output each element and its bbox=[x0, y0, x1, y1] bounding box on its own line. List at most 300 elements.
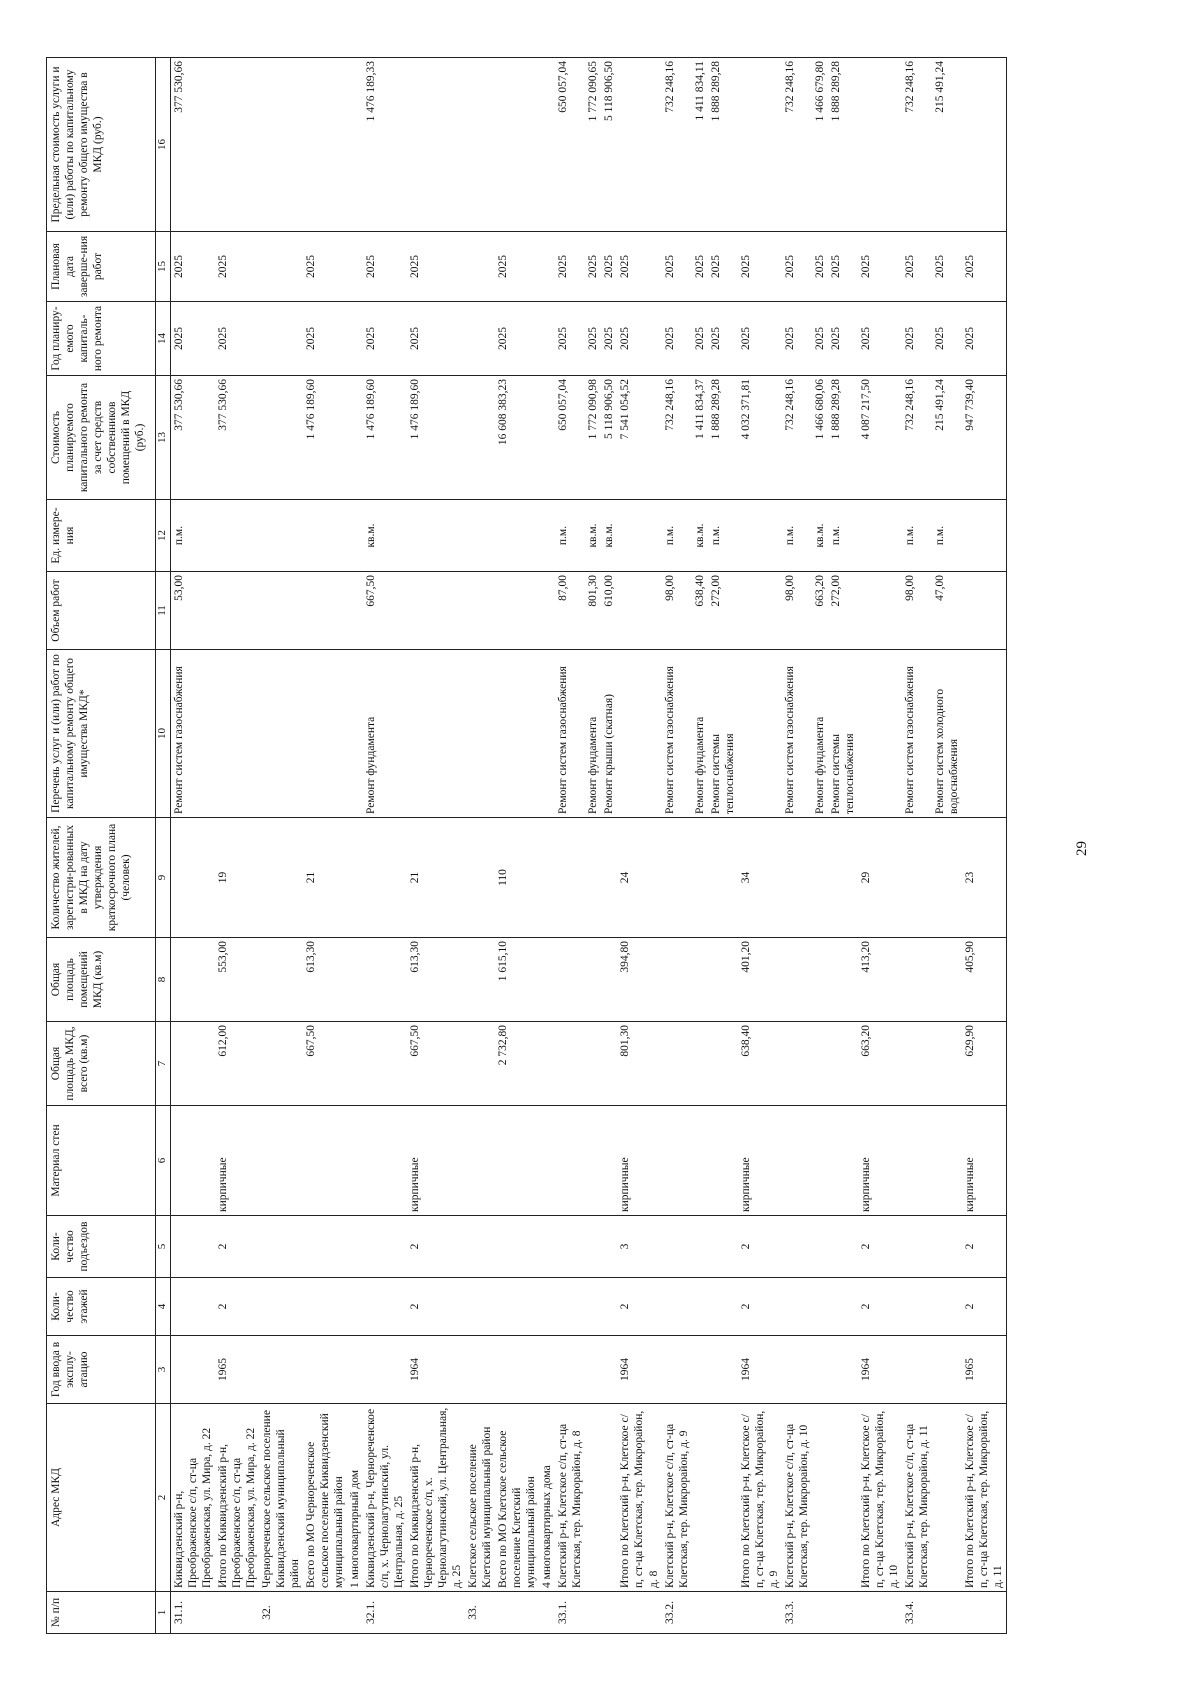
table-cell bbox=[782, 1336, 812, 1404]
table-cell bbox=[407, 1592, 465, 1634]
header-cell: Коли-чество этажей bbox=[47, 1278, 156, 1336]
table-cell bbox=[465, 232, 495, 302]
table-cell bbox=[347, 1022, 363, 1106]
table-cell: 2025 bbox=[617, 232, 661, 302]
table-cell: Клетское сельское поселение Клетский муниципальный район bbox=[465, 1404, 495, 1592]
table-cell: 1 888 289,28 bbox=[828, 58, 858, 232]
table-cell bbox=[347, 1592, 363, 1634]
table-row bbox=[465, 58, 495, 1634]
column-number-cell: 8 bbox=[156, 938, 171, 1022]
table-row bbox=[495, 58, 539, 1634]
table-cell: 34 bbox=[738, 818, 782, 938]
table-cell bbox=[692, 1106, 708, 1216]
table-cell: 2025 bbox=[782, 232, 812, 302]
table-cell: 2025 bbox=[662, 302, 692, 376]
table-cell bbox=[692, 1216, 708, 1278]
table-cell: 2025 bbox=[692, 302, 708, 376]
table-cell: 732 248,16 bbox=[902, 376, 932, 500]
table-cell bbox=[171, 1278, 216, 1336]
page-number: 29 bbox=[1074, 841, 1090, 856]
table-cell: 610,00 bbox=[601, 572, 617, 650]
table-cell: 1964 bbox=[617, 1336, 661, 1404]
table-cell bbox=[363, 1336, 407, 1404]
table-cell bbox=[465, 500, 495, 572]
table-cell bbox=[171, 1106, 216, 1216]
table-cell: 2025 bbox=[932, 302, 962, 376]
table-cell: 2025 bbox=[601, 232, 617, 302]
table-cell: 2025 bbox=[738, 232, 782, 302]
table-cell bbox=[812, 1336, 828, 1404]
table-cell: 1 888 289,28 bbox=[828, 376, 858, 500]
table-cell: 98,00 bbox=[782, 572, 812, 650]
table-cell bbox=[259, 500, 303, 572]
header-cell: Коли-чество подъездов bbox=[47, 1216, 156, 1278]
table-cell bbox=[347, 376, 363, 500]
table-cell bbox=[692, 1278, 708, 1336]
table-cell: кирпичные bbox=[215, 1106, 259, 1216]
table-cell: 2 bbox=[962, 1278, 1007, 1336]
table-row bbox=[555, 58, 585, 1634]
table-cell bbox=[539, 572, 555, 650]
table-cell bbox=[495, 1106, 539, 1216]
table-cell bbox=[708, 818, 738, 938]
table-cell: 2025 bbox=[662, 232, 692, 302]
table-cell bbox=[902, 1278, 932, 1336]
table-cell: Ремонт системы теплоснабжения bbox=[708, 650, 738, 818]
table-cell bbox=[303, 1216, 347, 1278]
table-cell: 1 888 289,28 bbox=[708, 376, 738, 500]
table-row bbox=[363, 58, 407, 1634]
table-cell: 2025 bbox=[932, 232, 962, 302]
table-cell: 2 bbox=[617, 1278, 661, 1336]
table-cell: 33. bbox=[465, 1592, 495, 1634]
table-cell bbox=[259, 1022, 303, 1106]
table-cell bbox=[662, 1022, 692, 1106]
column-number-cell: 6 bbox=[156, 1106, 171, 1216]
table-cell: 4 032 371,81 bbox=[738, 376, 782, 500]
table-cell bbox=[738, 500, 782, 572]
table-cell bbox=[215, 500, 259, 572]
table-cell: 947 739,40 bbox=[962, 376, 1007, 500]
column-number-cell: 3 bbox=[156, 1336, 171, 1404]
table-cell: п.м. bbox=[782, 500, 812, 572]
table-cell bbox=[539, 650, 555, 818]
table-cell bbox=[259, 1106, 303, 1216]
header-cell: Ед. измере-ния bbox=[47, 500, 156, 572]
table-cell: 2025 bbox=[171, 232, 216, 302]
table-row bbox=[215, 58, 259, 1634]
column-number-cell: 16 bbox=[156, 58, 171, 232]
table-cell: 33.1. bbox=[555, 1592, 585, 1634]
table-cell bbox=[555, 1022, 585, 1106]
table-cell: 2025 bbox=[215, 232, 259, 302]
table-row bbox=[962, 58, 1007, 1634]
table-cell: 2025 bbox=[812, 302, 828, 376]
table-cell bbox=[465, 1022, 495, 1106]
table-cell: Ремонт крыши (скатная) bbox=[601, 650, 617, 818]
table-cell bbox=[363, 818, 407, 938]
table-cell bbox=[812, 1592, 828, 1634]
table-cell: п.м. bbox=[932, 500, 962, 572]
table-cell: 29 bbox=[858, 818, 902, 938]
table-cell bbox=[828, 1106, 858, 1216]
table-cell bbox=[585, 1106, 601, 1216]
header-cell: Год ввода в эксплу-атацию bbox=[47, 1336, 156, 1404]
table-cell: 2025 bbox=[782, 302, 812, 376]
capital-repair-table bbox=[46, 57, 1007, 1634]
table-cell bbox=[171, 1336, 216, 1404]
table-cell bbox=[902, 938, 932, 1022]
table-cell bbox=[585, 818, 601, 938]
table-cell: 2025 bbox=[708, 302, 738, 376]
table-cell: 2025 bbox=[407, 232, 465, 302]
column-number-cell: 9 bbox=[156, 818, 171, 938]
table-cell bbox=[347, 650, 363, 818]
table-cell bbox=[259, 572, 303, 650]
table-cell bbox=[708, 1336, 738, 1404]
table-row bbox=[738, 58, 782, 1634]
table-row bbox=[902, 58, 932, 1634]
table-cell bbox=[858, 1592, 902, 1634]
table-cell: 98,00 bbox=[902, 572, 932, 650]
table-cell bbox=[812, 1404, 828, 1592]
table-cell: 2025 bbox=[555, 302, 585, 376]
table-cell bbox=[259, 938, 303, 1022]
table-cell bbox=[782, 1278, 812, 1336]
table-cell: 5 118 906,50 bbox=[601, 58, 617, 232]
table-cell: 2 732,80 bbox=[495, 1022, 539, 1106]
table-cell: кв.м. bbox=[585, 500, 601, 572]
table-row bbox=[858, 58, 902, 1634]
table-cell: 667,50 bbox=[363, 572, 407, 650]
table-cell: Итого по Киквидзенский р-н, Преображенское с/п, ст-ца Преображенская, ул. Мира, д. 22 bbox=[215, 1404, 259, 1592]
table-cell: кирпичные bbox=[962, 1106, 1007, 1216]
table-cell bbox=[692, 818, 708, 938]
table-cell bbox=[858, 650, 902, 818]
header-cell: Предельная стоимость услуги и (или) работы по капитальному ремонту общего имущества в МКД (руб.) bbox=[47, 58, 156, 232]
table-cell bbox=[539, 818, 555, 938]
table-cell bbox=[215, 572, 259, 650]
table-cell bbox=[601, 1106, 617, 1216]
table-cell bbox=[962, 1592, 1007, 1634]
table-cell bbox=[407, 58, 465, 232]
table-cell: 663,20 bbox=[858, 1022, 902, 1106]
table-cell bbox=[539, 1106, 555, 1216]
table-cell bbox=[465, 302, 495, 376]
table-row bbox=[407, 58, 465, 1634]
table-cell bbox=[347, 1336, 363, 1404]
table-cell bbox=[407, 500, 465, 572]
table-cell: 2 bbox=[858, 1216, 902, 1278]
table-cell bbox=[902, 1216, 932, 1278]
table-cell: 7 541 054,52 bbox=[617, 376, 661, 500]
table-cell bbox=[465, 376, 495, 500]
table-cell bbox=[617, 572, 661, 650]
column-number-cell: 11 bbox=[156, 572, 171, 650]
table-cell bbox=[539, 58, 555, 232]
table-cell: 87,00 bbox=[555, 572, 585, 650]
table-cell: Итого по Клетский р-н, Клетское с/п, ст-ца Клетская, тер. Микрорайон, д. 11 bbox=[962, 1404, 1007, 1592]
table-cell bbox=[585, 1404, 601, 1592]
table-cell bbox=[812, 818, 828, 938]
header-cell: Адрес МКД bbox=[47, 1404, 156, 1592]
table-cell: кирпичные bbox=[617, 1106, 661, 1216]
table-cell bbox=[662, 1106, 692, 1216]
table-cell bbox=[539, 232, 555, 302]
column-number-cell: 13 bbox=[156, 376, 171, 500]
table-cell: кв.м. bbox=[601, 500, 617, 572]
table-cell: 2025 bbox=[495, 302, 539, 376]
table-cell: 667,50 bbox=[407, 1022, 465, 1106]
table-cell bbox=[828, 938, 858, 1022]
table-cell: Клетский р-н, Клетское с/п, ст-ца Клетская, тер. Микрорайон, д. 11 bbox=[902, 1404, 932, 1592]
table-cell bbox=[708, 1404, 738, 1592]
table-cell bbox=[407, 650, 465, 818]
table-cell: 2025 bbox=[708, 232, 738, 302]
table-cell: 801,30 bbox=[585, 572, 601, 650]
table-cell bbox=[215, 58, 259, 232]
table-cell: Киквидзенский р-н, Чернореченское с/п, х. Чернолагутинский, ул. Центральная, д. 25 bbox=[363, 1404, 407, 1592]
table-cell bbox=[812, 1216, 828, 1278]
table-cell bbox=[692, 1022, 708, 1106]
table-cell bbox=[708, 1216, 738, 1278]
table-cell bbox=[465, 1216, 495, 1278]
table-cell bbox=[585, 938, 601, 1022]
table-cell bbox=[828, 818, 858, 938]
table-cell bbox=[932, 1336, 962, 1404]
table-row bbox=[259, 58, 303, 1634]
table-cell bbox=[782, 1022, 812, 1106]
table-cell bbox=[828, 1336, 858, 1404]
table-cell bbox=[902, 1022, 932, 1106]
table-row bbox=[828, 58, 858, 1634]
table-cell bbox=[708, 1592, 738, 1634]
table-cell bbox=[465, 1106, 495, 1216]
table-cell: Итого по Клетский р-н, Клетское с/п, ст-ца Клетская, тер. Микрорайон, д. 9 bbox=[738, 1404, 782, 1592]
table-cell: 413,20 bbox=[858, 938, 902, 1022]
table-cell: п.м. bbox=[171, 500, 216, 572]
table-cell bbox=[495, 572, 539, 650]
table-cell bbox=[555, 1336, 585, 1404]
table-cell bbox=[465, 1336, 495, 1404]
table-cell bbox=[259, 302, 303, 376]
table-cell: 650 057,04 bbox=[555, 58, 585, 232]
table-cell bbox=[692, 1404, 708, 1592]
table-row bbox=[347, 58, 363, 1634]
table-cell: 2025 bbox=[601, 302, 617, 376]
table-cell bbox=[303, 1336, 347, 1404]
table-cell bbox=[708, 1022, 738, 1106]
table-cell bbox=[812, 938, 828, 1022]
table-cell: 21 bbox=[303, 818, 347, 938]
table-cell bbox=[495, 500, 539, 572]
table-cell: 2025 bbox=[585, 302, 601, 376]
table-row bbox=[539, 58, 555, 1634]
table-cell: Всего по МО Чернореченское сельское поселение Киквидзенский муниципальный район bbox=[303, 1404, 347, 1592]
table-cell bbox=[347, 500, 363, 572]
table-cell bbox=[662, 818, 692, 938]
table-cell bbox=[555, 1278, 585, 1336]
table-cell: 2 bbox=[962, 1216, 1007, 1278]
table-cell: 377 530,66 bbox=[171, 58, 216, 232]
table-cell bbox=[601, 938, 617, 1022]
table-cell bbox=[708, 938, 738, 1022]
table-cell: 2025 bbox=[495, 232, 539, 302]
table-cell: 32.1. bbox=[363, 1592, 407, 1634]
table-cell bbox=[539, 1278, 555, 1336]
table-cell: Ремонт систем газоснабжения bbox=[902, 650, 932, 818]
table-cell bbox=[902, 1106, 932, 1216]
table-cell bbox=[465, 818, 495, 938]
table-cell: 1 411 834,11 bbox=[692, 58, 708, 232]
table-cell bbox=[539, 376, 555, 500]
column-number-cell: 14 bbox=[156, 302, 171, 376]
column-number-cell: 15 bbox=[156, 232, 171, 302]
table-cell: 31.1. bbox=[171, 1592, 216, 1634]
column-number-cell: 2 bbox=[156, 1404, 171, 1592]
table-cell: 732 248,16 bbox=[782, 58, 812, 232]
table-cell: Ремонт систем газоснабжения bbox=[555, 650, 585, 818]
table-cell bbox=[828, 1592, 858, 1634]
table-cell: кв.м. bbox=[692, 500, 708, 572]
table-cell bbox=[962, 650, 1007, 818]
table-cell: 98,00 bbox=[662, 572, 692, 650]
table-cell bbox=[259, 1336, 303, 1404]
table-cell bbox=[782, 938, 812, 1022]
table-cell bbox=[259, 376, 303, 500]
table-row bbox=[782, 58, 812, 1634]
table-cell: 553,00 bbox=[215, 938, 259, 1022]
table-row bbox=[812, 58, 828, 1634]
table-cell bbox=[858, 572, 902, 650]
table-cell bbox=[962, 58, 1007, 232]
header-cell: Плановая дата заверше-ния работ bbox=[47, 232, 156, 302]
table-cell bbox=[465, 650, 495, 818]
table-cell bbox=[347, 1106, 363, 1216]
table-cell: Киквидзенский р-н, Преображенское с/п, ст-ца Преображенская, ул. Мира, д. 22 bbox=[171, 1404, 216, 1592]
table-cell bbox=[303, 1592, 347, 1634]
header-cell: Объем работ bbox=[47, 572, 156, 650]
table-cell bbox=[539, 1336, 555, 1404]
table-cell bbox=[828, 1278, 858, 1336]
table-cell bbox=[738, 58, 782, 232]
table-cell bbox=[347, 58, 363, 232]
table-cell: 638,40 bbox=[738, 1022, 782, 1106]
table-cell bbox=[932, 1106, 962, 1216]
table-cell bbox=[347, 938, 363, 1022]
header-cell: Перечень услуг и (или) работ по капитальному ремонту общего имущества МКД* bbox=[47, 650, 156, 818]
table-cell: 1 772 090,65 bbox=[585, 58, 601, 232]
table-cell: Ремонт фундамента bbox=[585, 650, 601, 818]
column-number-cell: 10 bbox=[156, 650, 171, 818]
table-cell: 2 bbox=[407, 1278, 465, 1336]
table-cell bbox=[812, 1106, 828, 1216]
table-cell bbox=[465, 572, 495, 650]
table-cell bbox=[601, 1592, 617, 1634]
table-cell bbox=[902, 1336, 932, 1404]
table-cell: Ремонт фундамента bbox=[692, 650, 708, 818]
table-cell bbox=[539, 1592, 555, 1634]
table-cell: 1 476 189,60 bbox=[303, 376, 347, 500]
table-cell: 1 466 679,80 bbox=[812, 58, 828, 232]
table-cell: 2025 bbox=[363, 232, 407, 302]
table-cell: Ремонт системы теплоснабжения bbox=[828, 650, 858, 818]
table-cell: 2025 bbox=[858, 302, 902, 376]
table-cell bbox=[363, 1022, 407, 1106]
table-cell bbox=[495, 1336, 539, 1404]
table-cell: 2025 bbox=[363, 302, 407, 376]
table-cell: 2025 bbox=[407, 302, 465, 376]
table-cell: 2025 bbox=[858, 232, 902, 302]
table-cell bbox=[585, 1592, 601, 1634]
table-cell: 110 bbox=[495, 818, 539, 938]
table-cell bbox=[259, 1278, 303, 1336]
table-cell: кирпичные bbox=[858, 1106, 902, 1216]
table-cell: 629,90 bbox=[962, 1022, 1007, 1106]
table-cell bbox=[347, 572, 363, 650]
table-cell bbox=[303, 500, 347, 572]
table-cell: 2 bbox=[407, 1216, 465, 1278]
table-cell: 2 bbox=[858, 1278, 902, 1336]
table-cell bbox=[539, 302, 555, 376]
table-cell bbox=[828, 1404, 858, 1592]
table-cell: 19 bbox=[215, 818, 259, 938]
table-cell: 2 bbox=[738, 1216, 782, 1278]
table-row bbox=[617, 58, 661, 1634]
table-cell: 16 608 383,23 bbox=[495, 376, 539, 500]
header-cell: Количество жителей, зарегистри-рованных в МКД на дату утверждения краткосрочного плана (человек) bbox=[47, 818, 156, 938]
table-cell: Чернореченское сельское поселение Киквидзенский муниципальный район bbox=[259, 1404, 303, 1592]
table-cell: 663,20 bbox=[812, 572, 828, 650]
column-number-cell: 7 bbox=[156, 1022, 171, 1106]
table-cell bbox=[962, 572, 1007, 650]
table-cell bbox=[738, 1592, 782, 1634]
table-cell: 732 248,16 bbox=[902, 58, 932, 232]
table-cell: 23 bbox=[962, 818, 1007, 938]
table-cell: 801,30 bbox=[617, 1022, 661, 1106]
table-cell: 1 466 680,06 bbox=[812, 376, 828, 500]
table-cell: Итого по Клетский р-н, Клетское с/п, ст-ца Клетская, тер. Микрорайон, д. 10 bbox=[858, 1404, 902, 1592]
table-cell: 2025 bbox=[812, 232, 828, 302]
table-cell bbox=[617, 500, 661, 572]
table-cell bbox=[858, 58, 902, 232]
table-cell bbox=[738, 572, 782, 650]
table-cell bbox=[407, 572, 465, 650]
header-row bbox=[47, 58, 156, 1634]
table-cell: п.м. bbox=[828, 500, 858, 572]
table-cell bbox=[539, 500, 555, 572]
table-cell bbox=[692, 938, 708, 1022]
table-cell bbox=[303, 1106, 347, 1216]
table-cell bbox=[962, 500, 1007, 572]
table-cell: кирпичные bbox=[407, 1106, 465, 1216]
table-cell: 33.2. bbox=[662, 1592, 692, 1634]
table-cell bbox=[215, 1592, 259, 1634]
column-number-cell: 5 bbox=[156, 1216, 171, 1278]
header-cell: Общая площадь МКД, всего (кв.м) bbox=[47, 1022, 156, 1106]
table-cell: 377 530,66 bbox=[171, 376, 216, 500]
table-cell: 3 bbox=[617, 1216, 661, 1278]
table-cell: 33.3. bbox=[782, 1592, 812, 1634]
table-row bbox=[601, 58, 617, 1634]
table-cell: 401,20 bbox=[738, 938, 782, 1022]
table-cell: 1 476 189,33 bbox=[363, 58, 407, 232]
table-cell bbox=[465, 1278, 495, 1336]
table-body bbox=[171, 58, 1007, 1634]
table-cell: Ремонт систем газоснабжения bbox=[171, 650, 216, 818]
table-cell bbox=[692, 1592, 708, 1634]
table-cell: 1964 bbox=[858, 1336, 902, 1404]
